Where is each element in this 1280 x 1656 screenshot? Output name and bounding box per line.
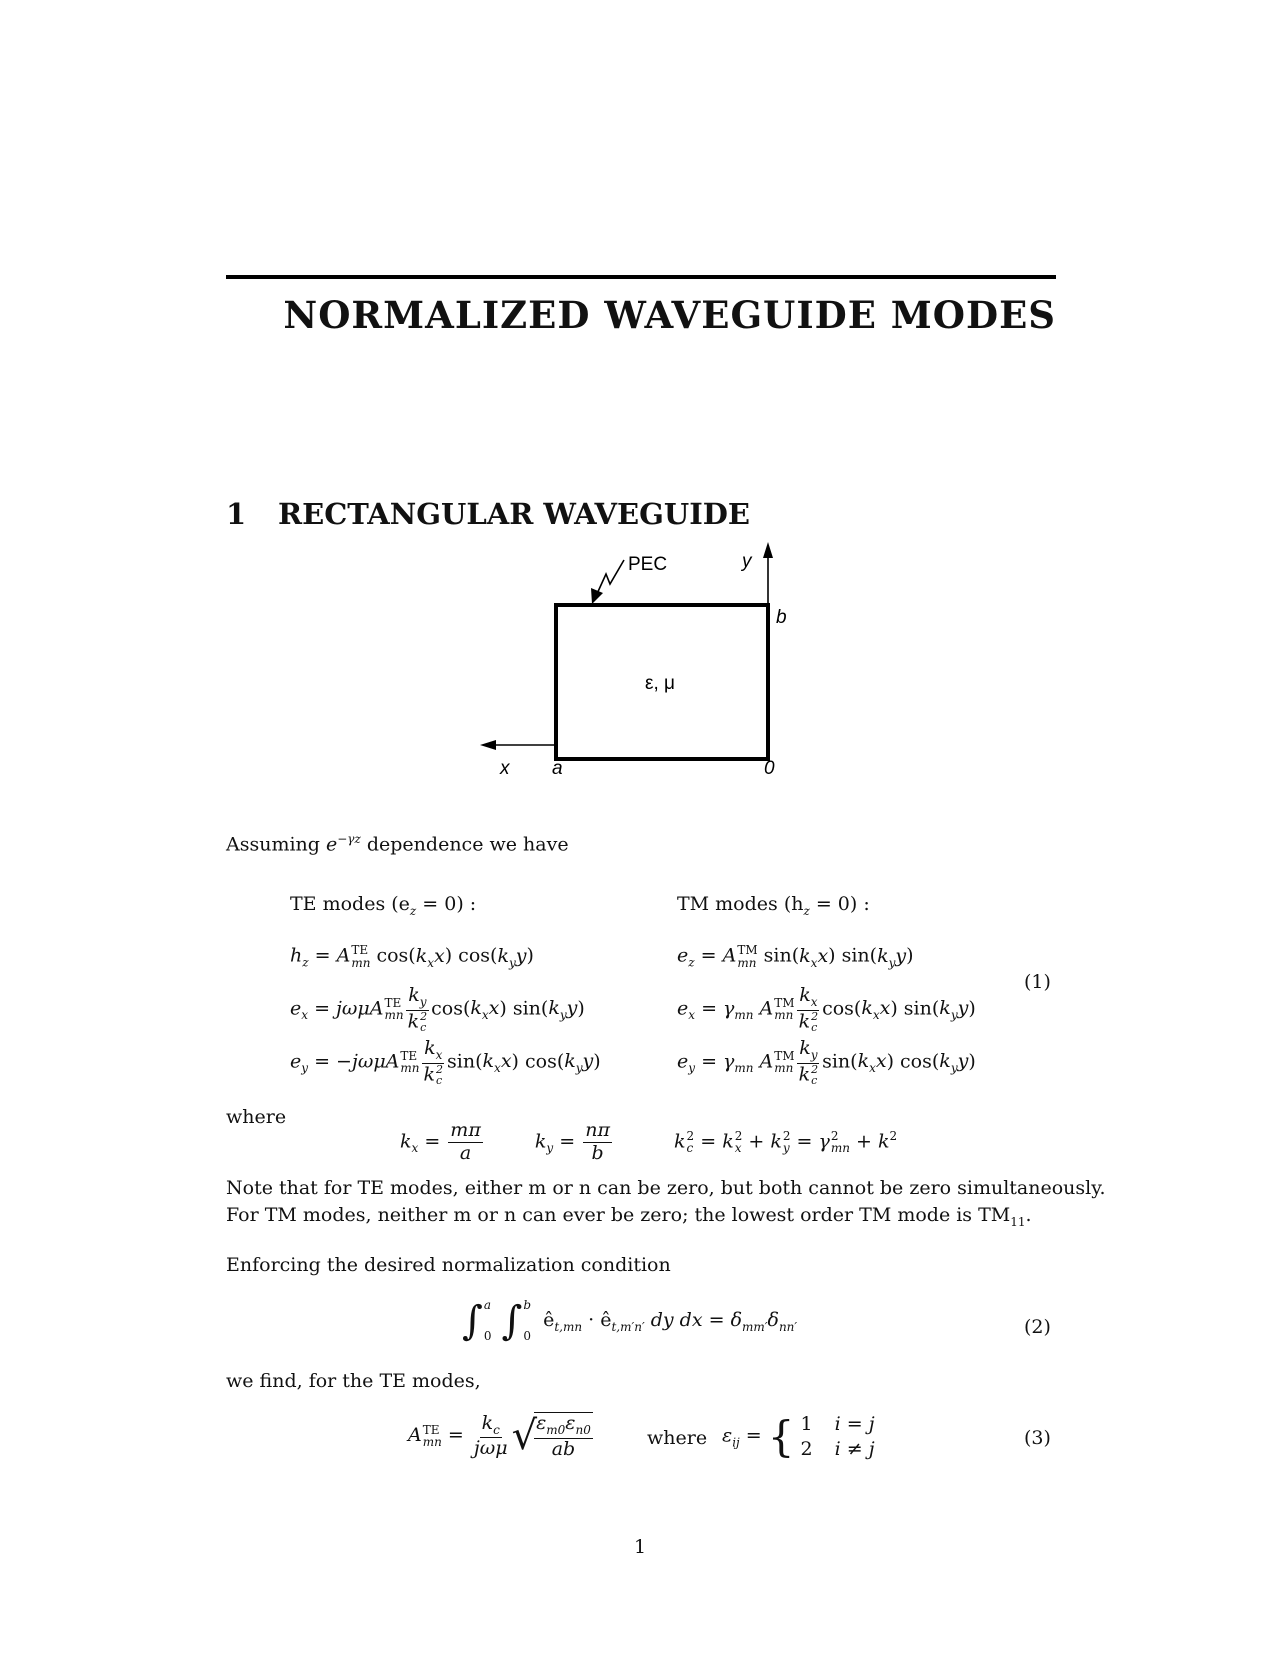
title-rule — [226, 275, 1056, 279]
integral-lower-inner: 0 — [523, 1329, 532, 1343]
te-ex-equation: $e_x = j\omega\mu A$ TE mn $k_y$ k 2 c $\cos(k_xx)$ $\sin(k_yy)$ — [290, 984, 585, 1035]
epsilon-ij-definition: $\varepsilon_{ij}$ = { 1 i = j 2 i ≠ j — [722, 1412, 875, 1462]
integral-upper-b: b — [523, 1298, 532, 1313]
where-word: where — [647, 1427, 708, 1449]
waveguide-cross-section-figure — [460, 540, 820, 780]
y-axis-label: y — [742, 551, 752, 572]
section-number: 1 — [226, 497, 247, 531]
te-amplitude-equation: A TE mn = $\frac{k_c}{\text{jωμ}}$ √ $\frac{\varepsilon_{m0}\varepsilon_{n0}}{ab}$ — [408, 1411, 591, 1460]
note-line-2-end: . — [1025, 1204, 1032, 1226]
equation-number-3: (3) — [1024, 1427, 1051, 1449]
tm-ex-equation: $e_x = \gamma_{mn}$ A TM mn $k_x$ k 2 c $\cos(k_xx)$ $\sin(k_yy)$ — [677, 984, 976, 1035]
case-2-condition: i ≠ j — [834, 1437, 875, 1460]
tm-modes-header — [677, 893, 870, 918]
page-number: 1 — [634, 1536, 647, 1558]
eps-symbol-2: ε — [565, 1412, 576, 1434]
x-axis-label: x — [500, 758, 510, 779]
document-title: NORMALIZED WAVEGUIDE MODES — [283, 293, 1056, 337]
tm-header-sub: z — [803, 903, 810, 918]
wavenumber-definitions: $k_x$ = $\frac{m\pi}{a}$ $k_y$ = $\frac{n\pi}{b}$ k 2 c = k 2 x + k 2 y = γ 2 mn + $k^2$ — [400, 1119, 898, 1164]
pec-pointer-line — [596, 560, 624, 596]
where-label: where — [226, 1106, 287, 1128]
te-ey-equation: $e_y = -j\omega\mu A$ TE mn $k_x$ k 2 c $\sin(k_xx)$ $\cos(k_yy)$ — [290, 1037, 601, 1088]
te-modes-header — [290, 893, 476, 918]
tm-header-end: = 0) : — [809, 893, 870, 915]
assuming-sentence — [226, 832, 569, 855]
y-axis-arrowhead — [763, 542, 773, 558]
te-hz-equation: $h_z = A$ TE mn $\cos(k_xx)$ $\cos(k_yy)$ — [290, 943, 534, 970]
equation-number-1: (1) — [1024, 971, 1051, 993]
tm-ey-equation: $e_y = \gamma_{mn}$ A TM mn $k_y$ k 2 c $\sin(k_xx)$ $\cos(k_yy)$ — [677, 1037, 976, 1088]
pec-pointer-arrowhead — [591, 588, 603, 604]
kx-denominator: a — [459, 1141, 472, 1164]
te-header-end: = 0) : — [416, 893, 477, 915]
enforcing-sentence: Enforcing the desired normalization condition — [226, 1254, 671, 1276]
integral-lower-outer: 0 — [483, 1329, 492, 1343]
note-line-2-text: For TM modes, neither m or n can ever be zero; the lowest order TM mode is TM — [226, 1204, 1011, 1226]
case-1-condition: i = j — [834, 1413, 875, 1435]
note-line-2 — [226, 1204, 1032, 1229]
medium-label: ε, μ — [645, 673, 675, 694]
we-find-sentence: we find, for the TE modes, — [226, 1370, 481, 1392]
eps-symbol-1: ε — [536, 1412, 547, 1434]
note-line-2-sub: 11 — [1010, 1214, 1026, 1229]
a-label: a — [552, 758, 563, 779]
te-header-text: TE modes (e — [290, 893, 410, 915]
dependence-text: dependence we have — [366, 833, 569, 856]
origin-label: 0 — [764, 758, 775, 779]
kx-numerator: mπ — [450, 1119, 481, 1141]
tm-header-text: TM modes (h — [677, 893, 804, 915]
te-header-sub: z — [409, 903, 417, 918]
tm-ez-equation: $e_z = A$ TM mn $\sin(k_xx)$ $\sin(k_yy)$ — [677, 943, 914, 970]
x-axis-arrowhead — [480, 740, 496, 750]
pec-label: PEC — [628, 554, 668, 575]
normalization-integral: ∫ a 0 ∫ b 0 $ê_{t,mn}$ · $ê_{t,m'n'}$ dy dx = $\delta_{mm'}\delta_{nn'}$ — [462, 1298, 798, 1344]
ky-denominator: b — [591, 1141, 604, 1164]
exp-base: e — [326, 833, 338, 856]
equation-number-2: (2) — [1024, 1316, 1051, 1338]
section-title: RECTANGULAR WAVEGUIDE — [278, 497, 751, 531]
case-1-value: 1 — [800, 1413, 813, 1435]
sqrt-denominator: ab — [551, 1437, 576, 1460]
section-heading — [226, 497, 750, 531]
note-line-1: Note that for TE modes, either m or n can be zero, but both cannot be zero simultaneously. — [226, 1177, 1106, 1199]
integral-upper-a: a — [483, 1298, 491, 1313]
assuming-text: Assuming — [226, 833, 320, 856]
case-2-value: 2 — [800, 1437, 813, 1460]
exp-power: −γz — [337, 832, 361, 846]
te-hz-rhs: $\cos(k_xx)$ $\cos(k_yy)$ — [376, 944, 534, 970]
ky-numerator: nπ — [585, 1119, 610, 1141]
b-label: b — [776, 607, 787, 628]
